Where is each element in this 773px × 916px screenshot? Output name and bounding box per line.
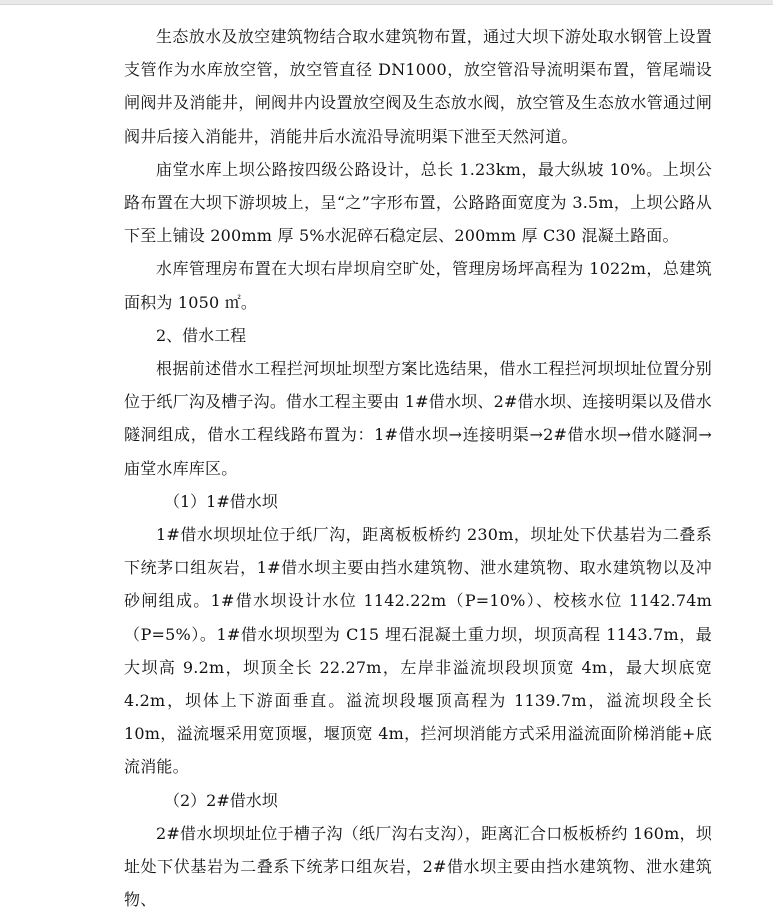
viewer-top-border [0,0,773,5]
paragraph-dam-2-details: 2#借水坝坝址位于槽子沟（纸厂沟右支沟），距离汇合口板板桥约 160m，坝址处下伏基岩为二叠系下统茅口组灰岩，2#借水坝主要由挡水建筑物、泄水建筑物、 [124,823,712,910]
paragraph-outlet-works: 生态放水及放空建筑物结合取水建筑物布置，通过大坝下游处取水钢管上设置支管作为水库放空管，放空管直径 DN1000，放空管沿导流明渠布置，管尾端设闸阀井及消能井，闸阀井内设置放空阀及生态放水阀，放空管及生态放水管通过闸阀井后接入消能井，消能井后水流沿导流明渠下泄至天然河道。 [124,27,712,146]
paragraph-dam-1-details: 1#借水坝坝址位于纸厂沟，距离板板桥约 230m，坝址处下伏基岩为二叠系下统茅口组灰岩，1#借水坝主要由挡水建筑物、泄水建筑物、取水建筑物以及冲砂闸组成。1#借水坝设计水位 1142.22m（P=10%）、校核水位 1142.74m（P=5%）。1#借水坝坝型为 C15 埋石混凝土重力坝，坝顶高程 1143.7m，最大坝高 9.2m，坝顶全长 22.27m，左岸非溢流坝段坝顶宽 4m，最大坝底宽 4.2m，坝体上下游面垂直。溢流坝段堰顶高程为 1139.7m，溢流坝段全长 10m，溢流堰采用宽顶堰，堰顶宽 4m，拦河坝消能方式采用溢流面阶梯消能+底流消能。 [124,525,712,777]
paragraph-diversion-overview: 根据前述借水工程拦河坝址坝型方案比选结果，借水工程拦河坝坝址位置分别位于纸厂沟及槽子沟。借水工程主要由 1#借水坝、2#借水坝、连接明渠以及借水隧洞组成，借水工程线路布置为：1#借水坝→连接明渠→2#借水坝→借水隧洞→庙堂水库库区。 [124,359,712,478]
paragraph-dam-access-road: 庙堂水库上坝公路按四级公路设计，总长 1.23km，最大纵坡 10%。上坝公路布置在大坝下游坝坡上，呈“之”字形布置，公路路面宽度为 3.5m，上坝公路从下至上铺设 200mm 厚 5%水泥碎石稳定层、200mm 厚 C30 混凝土路面。 [124,159,712,246]
paragraph-management-house: 水库管理房布置在大坝右岸坝肩空旷处，管理房场坪高程为 1022m，总建筑面积为 1050 ㎡。 [124,259,712,312]
subheading-dam-2: （2）2#借水坝 [164,790,278,810]
document-page [124,20,712,916]
section-heading-water-diversion: 2、借水工程 [156,325,247,345]
subheading-dam-1: （1）1#借水坝 [164,491,278,511]
